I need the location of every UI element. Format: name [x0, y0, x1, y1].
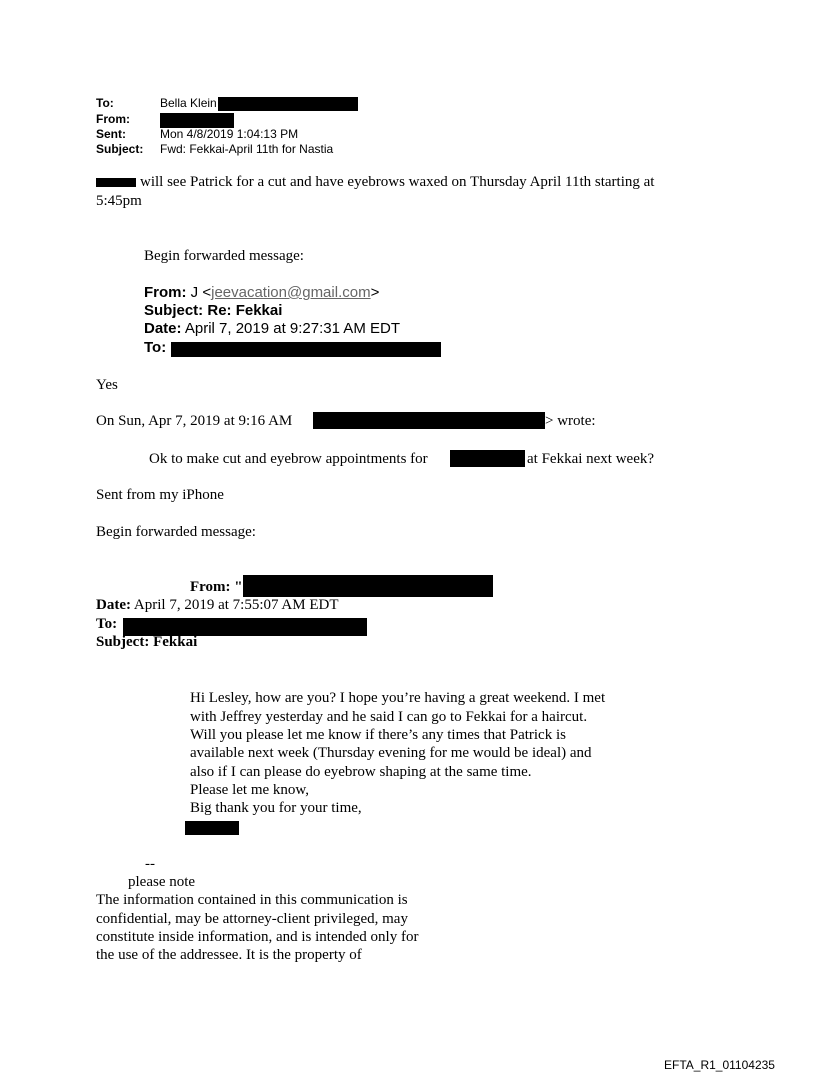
disclaimer-line: constitute inside information, and is intended only for — [96, 929, 419, 945]
redaction-bar — [160, 113, 234, 128]
fwd2-subject: Subject: Fekkai — [96, 634, 198, 650]
from-label: From: — [96, 112, 130, 126]
question-before: Ok to make cut and eyebrow appointments for — [149, 451, 428, 467]
to-name: Bella Klein — [160, 96, 217, 110]
fwd2-date — [96, 597, 339, 614]
email-link[interactable]: jeevacation@gmail.com — [211, 284, 371, 301]
fwd1-from-label: From: — [144, 284, 187, 301]
redaction-bar — [96, 178, 136, 187]
subject-label: Subject: — [96, 142, 144, 156]
fwd1-date — [144, 320, 400, 337]
redaction-bar — [171, 342, 441, 357]
fwd1-subject-label: Subject: — [144, 302, 204, 319]
sent-from-iphone: Sent from my iPhone — [96, 487, 224, 503]
redaction-bar — [185, 821, 239, 835]
to-value — [160, 96, 358, 111]
redaction-bar — [313, 412, 545, 429]
message-line: Hi Lesley, how are you? I hope you’re having a great weekend. I met — [190, 690, 606, 706]
subject-value: Fwd: Fekkai-April 11th for Nastia — [160, 142, 334, 156]
to-label: To: — [96, 96, 114, 110]
redaction-bar — [450, 450, 525, 467]
fwd1-date-value: April 7, 2019 at 9:27:31 AM EDT — [184, 320, 400, 337]
document-id: EFTA_R1_01104235 — [664, 1058, 775, 1072]
fwd1-subject-value: Re: Fekkai — [207, 302, 283, 319]
fwd2-date-value: April 7, 2019 at 7:55:07 AM EDT — [133, 597, 339, 613]
reply-on-prefix: On Sun, Apr 7, 2019 at 9:16 AM — [96, 413, 293, 429]
fwd1-date-label: Date: — [144, 320, 182, 337]
sent-label: Sent: — [96, 127, 126, 141]
fwd1-from-name: J < — [190, 284, 212, 301]
disclaimer-line: The information contained in this communication is — [96, 892, 408, 908]
begin-forwarded-message: Begin forwarded message: — [144, 248, 304, 264]
reply-wrote: > wrote: — [545, 413, 596, 429]
message-line: with Jeffrey yesterday and he said I can go to Fekkai for a haircut. — [190, 709, 588, 725]
intro-line: will see Patrick for a cut and have eyebrows waxed on Thursday April 11th starting at — [140, 174, 655, 190]
begin-forwarded-message: Begin forwarded message: — [96, 524, 256, 540]
message-line: also if I can please do eyebrow shaping at the same time. — [190, 764, 532, 780]
fwd1-from — [144, 284, 379, 301]
disclaimer-line: the use of the addressee. It is the property of — [96, 947, 362, 963]
redaction-bar — [218, 97, 358, 111]
signature-dashes: -- — [145, 856, 155, 872]
intro-line: 5:45pm — [96, 193, 142, 209]
message-line: Please let me know, — [190, 782, 309, 798]
fwd2-date-label: Date: — [96, 597, 131, 613]
redaction-bar — [243, 575, 493, 597]
sent-value: Mon 4/8/2019 1:04:13 PM — [160, 127, 299, 141]
message-line: Big thank you for your time, — [190, 800, 362, 816]
fwd2-to-label: To: — [96, 616, 118, 632]
reply-yes: Yes — [96, 377, 118, 393]
fwd1-to-label: To: — [144, 339, 167, 356]
fwd1-subject — [144, 302, 282, 319]
message-line: Will you please let me know if there’s any times that Patrick is — [190, 727, 566, 743]
fwd2-from-label: From: " — [190, 579, 243, 595]
please-note: please note — [128, 874, 196, 890]
disclaimer-line: confidential, may be attorney-client privileged, may — [96, 911, 408, 927]
question-after: at Fekkai next week? — [527, 451, 655, 467]
fwd1-from-close: > — [370, 284, 380, 301]
message-line: available next week (Thursday evening for me would be ideal) and — [190, 745, 592, 761]
